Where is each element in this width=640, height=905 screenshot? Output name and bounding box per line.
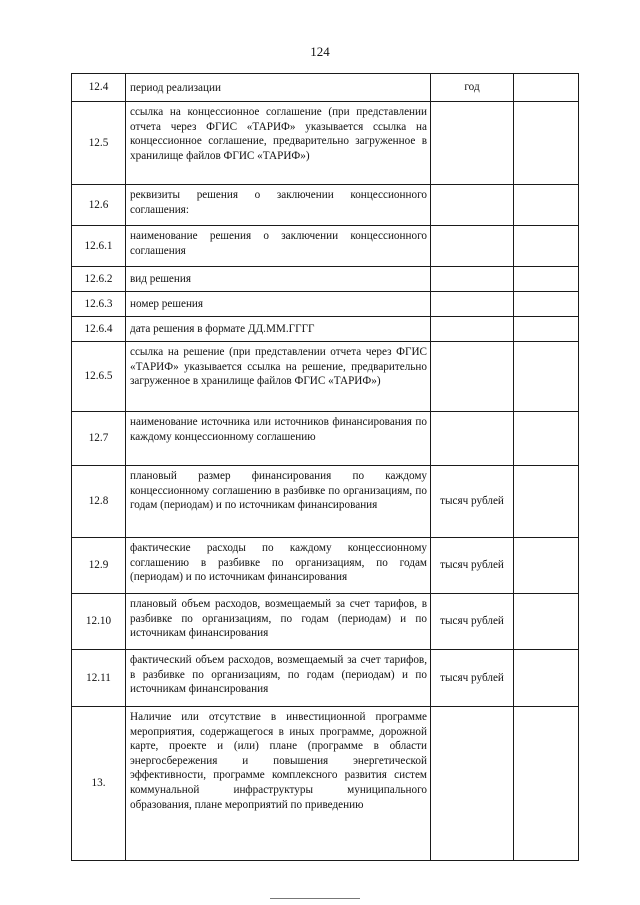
table-row [72,267,579,292]
table-row [72,74,579,102]
row-number: 12.7 [72,412,126,466]
row-value [514,74,579,102]
row-value [514,102,579,185]
row-description: плановый размер финансирования по каждому концессионному соглашению в разбивке по организациям, по годам (периодам) и по источникам финансирования [126,466,431,538]
table-row [72,594,579,650]
row-value [514,594,579,650]
row-unit [431,317,514,342]
row-number: 12.10 [72,594,126,650]
page-number: 124 [310,44,330,59]
row-description: наименование решения о заключении концессионного соглашения [126,226,431,267]
row-value [514,538,579,594]
page-bottom-rule [270,898,360,899]
row-value [514,226,579,267]
row-number: 12.9 [72,538,126,594]
table-row [72,650,579,707]
row-description: вид решения [126,267,431,292]
row-unit [431,226,514,267]
table-row [72,707,579,861]
row-number: 12.8 [72,466,126,538]
table-row [72,185,579,226]
row-unit: тысяч рублей [431,538,514,594]
row-value [514,185,579,226]
row-number: 12.5 [72,102,126,185]
table-row [72,412,579,466]
row-unit [431,185,514,226]
row-number: 12.6 [72,185,126,226]
row-unit [431,412,514,466]
row-value [514,707,579,861]
indicator-table [71,73,579,861]
table-row [72,226,579,267]
table-row [72,317,579,342]
row-description: фактические расходы по каждому концессионному соглашению в разбивке по организациям, по годам (периодам) и по источникам финансирования [126,538,431,594]
row-number: 12.4 [72,74,126,102]
row-value [514,292,579,317]
row-description: плановый объем расходов, возмещаемый за счет тарифов, в разбивке по организациям, по годам (периодам) и по источникам финансирования [126,594,431,650]
table-row [72,538,579,594]
table-row [72,342,579,412]
row-description: наименование источника или источников финансирования по каждому концессионному соглашению [126,412,431,466]
row-description: фактический объем расходов, возмещаемый за счет тарифов, в разбивке по организациям, по годам (периодам) и по источникам финансирования [126,650,431,707]
row-number: 12.11 [72,650,126,707]
table-row [72,102,579,185]
row-description: Наличие или отсутствие в инвестиционной программе мероприятия, содержащегося в иных программе, дорожной карте, проекте и (или) плане (программе в области энергосбережения и повышения энергетической эффективности, программе комплексного развития систем коммунальной инфраструктуры муниципального образования, плане мероприятий по приведению [126,707,431,861]
row-number: 12.6.1 [72,226,126,267]
row-unit [431,707,514,861]
row-unit [431,102,514,185]
row-description: реквизиты решения о заключении концессионного соглашения: [126,185,431,226]
row-value [514,412,579,466]
row-number: 12.6.5 [72,342,126,412]
row-value [514,342,579,412]
row-description: период реализации [126,74,431,102]
row-value [514,267,579,292]
row-unit [431,342,514,412]
row-number: 12.6.3 [72,292,126,317]
row-number: 12.6.2 [72,267,126,292]
row-number: 12.6.4 [72,317,126,342]
row-unit: тысяч рублей [431,650,514,707]
row-unit: тысяч рублей [431,594,514,650]
row-description: номер решения [126,292,431,317]
row-number: 13. [72,707,126,861]
row-description: ссылка на концессионное соглашение (при представлении отчета через ФГИС «ТАРИФ» указывается ссылка на концессионное соглашение, предварительно загруженное в хранилище файлов ФГИС «ТАРИФ») [126,102,431,185]
table-row [72,466,579,538]
row-unit [431,267,514,292]
row-value [514,317,579,342]
row-unit: тысяч рублей [431,466,514,538]
row-unit [431,292,514,317]
row-description: дата решения в формате ДД.ММ.ГГГГ [126,317,431,342]
table-row [72,292,579,317]
row-description: ссылка на решение (при представлении отчета через ФГИС «ТАРИФ» указывается ссылка на решение, предварительно загруженное в хранилище файлов ФГИС «ТАРИФ») [126,342,431,412]
row-value [514,650,579,707]
row-unit: год [431,74,514,102]
row-value [514,466,579,538]
